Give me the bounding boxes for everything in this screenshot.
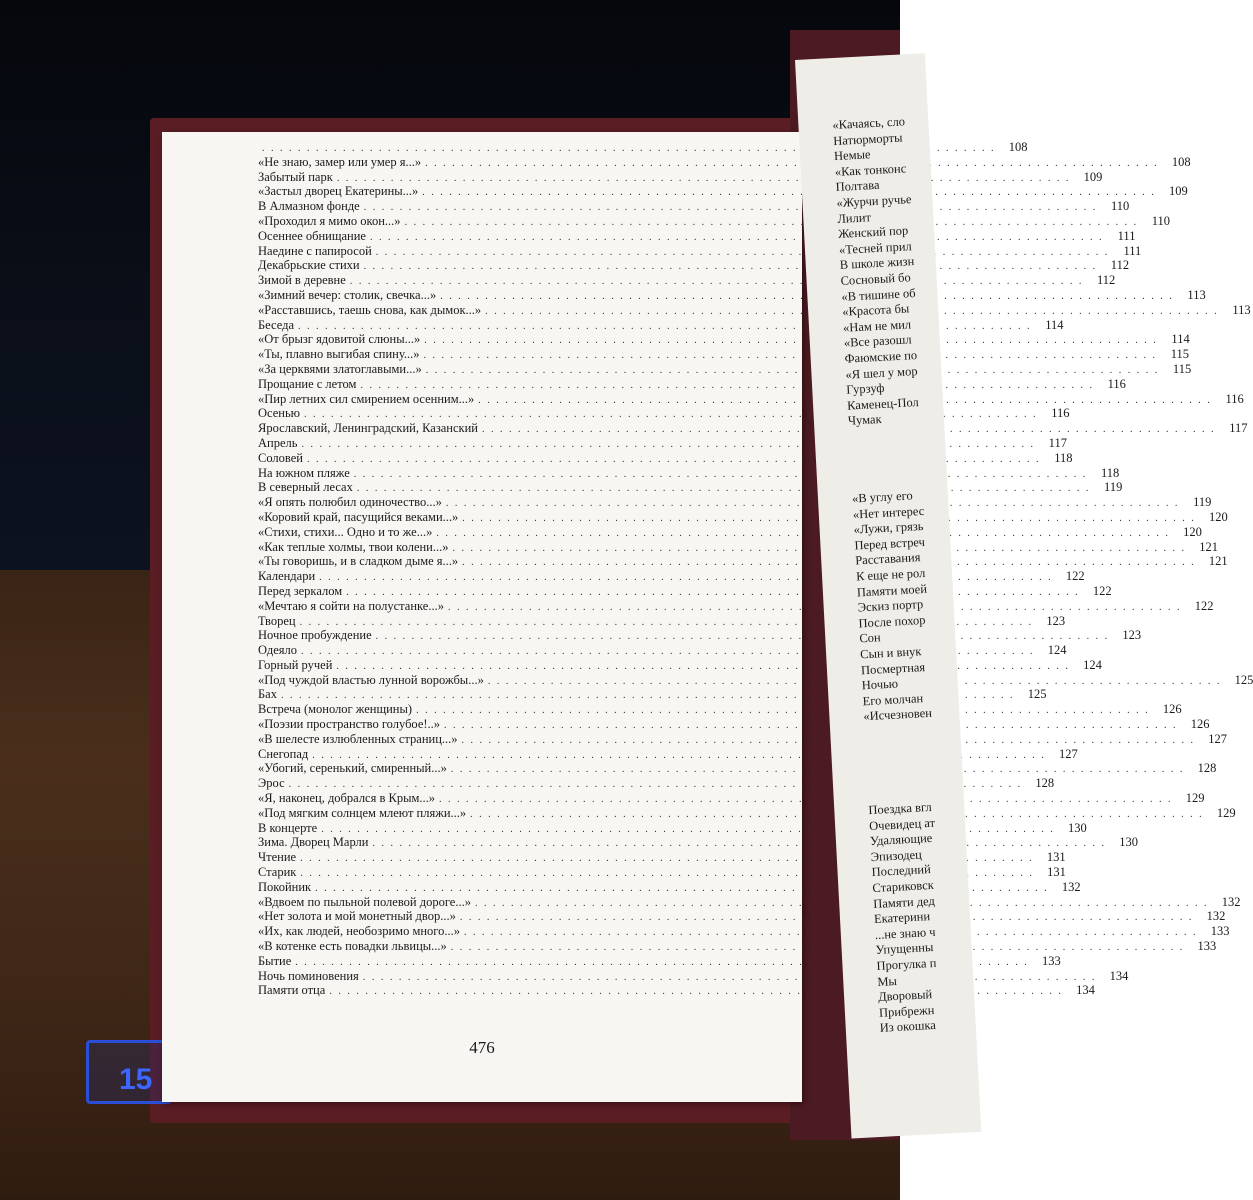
toc-entry-title: Декабрьские стихи <box>258 258 360 273</box>
toc-entry-page: 122 <box>1065 569 1085 584</box>
right-toc-entry: «В тишине об <box>841 285 916 304</box>
toc-leader-dots <box>436 528 1170 539</box>
toc-entry-page: 132 <box>1221 894 1241 909</box>
toc-entry-page: 108 <box>1171 154 1191 169</box>
toc-leader-dots <box>460 912 1194 923</box>
toc-entry-page: 118 <box>1054 450 1073 465</box>
toc-entry-page: 130 <box>1119 835 1138 850</box>
toc-entry <box>258 717 1210 732</box>
toc-entry-title: Одеяло <box>258 643 298 658</box>
toc-entry-page: 132 <box>1061 879 1081 894</box>
right-toc-entry: К еще не рол <box>855 565 926 584</box>
toc-entry-title: «Как теплые холмы, твои колени...» <box>258 539 449 554</box>
toc-entry-page: 116 <box>1107 376 1126 391</box>
toc-entry-page: 111 <box>1117 228 1136 243</box>
toc-entry-title: Апрель <box>258 435 298 450</box>
toc-entry-page: 116 <box>1225 391 1244 406</box>
toc-entry <box>258 761 1217 776</box>
right-toc-entry: Перед встреч <box>854 534 926 553</box>
right-toc-entry: Ночью <box>861 676 899 693</box>
toc-entry-title: «Пир летних сил смирением осенним...» <box>258 391 475 406</box>
right-toc-entry: Немые <box>833 147 871 164</box>
toc-entry-title: «Поэзии пространство голубое!..» <box>258 717 441 732</box>
toc-entry-page: 128 <box>1197 761 1217 776</box>
toc-leader-dots <box>337 173 1071 184</box>
toc-entry-title: Календари <box>258 569 316 584</box>
toc-entry-page: 122 <box>1194 598 1214 613</box>
toc-entry-page: 123 <box>1122 628 1142 643</box>
toc-entry-page: 124 <box>1047 643 1067 658</box>
right-toc-entry: Прибрежн <box>878 1002 935 1020</box>
toc-entry-title: «Их, как людей, необозримо много...» <box>258 924 460 939</box>
toc-entry-page: 113 <box>1232 302 1251 317</box>
right-toc-entry: «Я шел у мор <box>845 363 918 382</box>
right-toc-group-2 <box>852 485 984 725</box>
toc-entry-title: «Зимний вечер: столик, свечка...» <box>258 287 437 302</box>
toc-entry-title: Покойник <box>258 879 312 894</box>
right-toc-entry: «Как тонконс <box>834 161 907 179</box>
toc-entry-page: 134 <box>1109 968 1129 983</box>
toc-entry-title: «Стихи, стихи... Одно и то же...» <box>258 524 433 539</box>
toc-leader-dots <box>376 247 1110 258</box>
right-toc-entry: В школе жизн <box>839 254 915 273</box>
toc-leader-dots <box>364 202 1098 213</box>
toc-leader-dots <box>448 602 1182 613</box>
right-toc-entry: Памяти моей <box>856 581 928 600</box>
toc-entry-page: 109 <box>1169 184 1188 199</box>
toc-entry-page: 131 <box>1046 850 1066 865</box>
toc-entry-title: «Ты говоришь, и в сладком дыме я...» <box>258 554 459 569</box>
toc-entry-title: Забытый парк <box>258 169 333 184</box>
toc-entry-title: «Под чуждой властью лунной ворожбы...» <box>258 672 484 687</box>
toc-leader-dots <box>364 261 1098 272</box>
toc-entry-page: 133 <box>1042 953 1061 968</box>
toc-entry <box>258 731 1228 747</box>
toc-entry-title: Ярославский, Ленинградский, Казанский <box>258 421 479 436</box>
toc-entry-page: 115 <box>1170 347 1189 362</box>
toc-entry-page: 121 <box>1208 554 1228 569</box>
toc-entry-title: Чтение <box>258 850 297 865</box>
toc-entry-page: 119 <box>1193 495 1212 510</box>
toc-entry-title: Бах <box>258 687 277 702</box>
toc-entry-title: «Под мягким солнцем млеют пляжи...» <box>258 805 467 820</box>
right-toc-entry: Прогулка п <box>876 955 937 973</box>
toc-entry-title: Осенью <box>258 406 301 421</box>
toc-leader-dots <box>425 158 1159 169</box>
toc-leader-dots <box>464 927 1198 938</box>
toc-entry-title: «Я, наконец, добрался в Крым...» <box>258 791 436 806</box>
right-toc-entry: Очевидец ат <box>868 815 936 833</box>
toc-entry-page: 128 <box>1035 776 1055 791</box>
toc-entry-page: 111 <box>1123 243 1142 258</box>
toc-entry-title: «Я опять полюбил одиночество...» <box>258 495 442 510</box>
price-sticker <box>86 1040 172 1104</box>
toc-entry-page: 110 <box>1110 199 1130 214</box>
toc-leader-dots <box>446 498 1180 509</box>
toc-entry-page: 109 <box>1083 169 1103 184</box>
toc-entry-page: 112 <box>1110 258 1130 273</box>
right-toc-entry: Сын и внук <box>859 644 922 662</box>
toc-leader-dots <box>422 187 1156 198</box>
toc-leader-dots <box>451 942 1185 953</box>
toc-entry-title: «Коровий край, пасущийся веками...» <box>258 509 459 524</box>
toc-entry <box>258 776 1055 791</box>
toc-entry <box>258 140 1028 155</box>
right-toc-entry: «Качаясь, сло <box>832 114 906 133</box>
right-toc-entry: Эпизодец <box>870 847 923 864</box>
toc-leader-dots <box>426 365 1160 376</box>
right-toc-group-3 <box>868 797 1000 1037</box>
toc-entry-page: 114 <box>1171 332 1190 347</box>
toc-entry-title: «В шелесте излюбленных страниц...» <box>258 731 458 746</box>
right-toc-entry: Чумак <box>847 412 882 428</box>
right-toc-entry: Стариковск <box>872 877 935 896</box>
toc-entry-title: Осеннее обнищание <box>258 228 366 243</box>
toc-entry-title: Горный ручей <box>258 657 333 672</box>
toc-entry-page: 120 <box>1209 509 1228 524</box>
toc-entry-title: «Убогий, серенький, смиренный...» <box>258 761 447 776</box>
right-toc-entry: Сосновый бо <box>840 270 912 288</box>
toc-entry-page: 113 <box>1187 287 1206 302</box>
right-toc-entry: Упущенны <box>875 940 934 958</box>
right-toc-entry: «Журчи ручье <box>836 192 912 210</box>
right-toc-entry: «Лужи, грязь <box>853 519 924 537</box>
right-toc-entry: Мы <box>876 973 898 989</box>
toc-entry-title: Снегопад <box>258 746 309 761</box>
toc-entry-title: «Расставшись, таешь снова, как дымок...» <box>258 302 482 317</box>
right-toc-entry: «Исчезновен <box>863 706 933 724</box>
toc-entry-title: Зима. Дворец Марли <box>258 835 369 850</box>
toc-entry-title: На южном пляже <box>258 465 350 480</box>
toc-entry <box>258 791 1205 806</box>
toc-leader-dots <box>444 720 1178 731</box>
right-toc-entry: «Все разошл <box>843 332 912 351</box>
toc-entry-title: «Не знаю, замер или умер я...» <box>258 154 422 169</box>
toc-entry-page: 114 <box>1045 317 1064 332</box>
right-toc-group-1 <box>832 112 968 430</box>
toc-entry-title: Зимой в деревне <box>258 273 346 288</box>
toc-entry-page: 126 <box>1162 702 1182 717</box>
toc-entry-title: «За церквями златоглавыми...» <box>258 361 422 376</box>
right-toc-entry: Посмертная <box>860 659 926 677</box>
toc-entry-title: Бытие <box>258 953 292 968</box>
toc-entry-page: 120 <box>1183 524 1202 539</box>
right-toc-entry: Фаюмские по <box>844 347 918 366</box>
right-toc-entry: Екатерини <box>873 909 931 927</box>
toc-entry-page: 133 <box>1197 939 1217 954</box>
toc-entry-page: 131 <box>1047 865 1066 880</box>
right-toc-entry: Дворовый <box>877 987 933 1005</box>
toc-entry-page: 129 <box>1216 805 1236 820</box>
toc-entry <box>258 465 1120 481</box>
toc-entry-page: 132 <box>1206 909 1226 924</box>
toc-entry-title: Ночь поминовения <box>258 968 359 983</box>
toc-entry-page: 117 <box>1229 421 1248 436</box>
toc-entry-page: 117 <box>1048 435 1067 450</box>
toc-entry-title: «Вдвоем по пыльной полевой дороге...» <box>258 894 471 909</box>
toc-entry <box>258 421 1248 436</box>
toc-entry-title: «Проходил я мимо окон...» <box>258 213 401 228</box>
right-toc-entry: Его молчан <box>862 690 924 709</box>
toc-entry-page: 130 <box>1067 820 1087 835</box>
toc-entry-page: 126 <box>1190 717 1210 732</box>
toc-entry-title: «Нет золота и мой монетный двор...» <box>258 909 456 924</box>
right-toc-entry: Последний <box>871 862 932 880</box>
right-toc-entry: Удаляющие <box>869 831 933 849</box>
right-toc-entry: Женский пор <box>837 223 909 242</box>
toc-entry-title: В концерте <box>258 820 318 835</box>
toc-entry-page: 112 <box>1097 273 1116 288</box>
toc-entry-title: Соловей <box>258 450 303 465</box>
toc-leader-dots <box>370 232 1104 243</box>
toc-leader-dots <box>405 217 1139 228</box>
right-toc-entry: «В углу его <box>851 488 914 506</box>
toc-entry-title: Памяти отца <box>258 983 326 998</box>
toc-entry-page: 125 <box>1027 687 1047 702</box>
toc-entry-page: 118 <box>1101 465 1120 480</box>
toc-leader-dots <box>439 794 1173 805</box>
right-toc-entry: Гурзуф <box>845 380 885 397</box>
toc-leader-dots <box>424 335 1158 346</box>
toc-entry-title: Ночное пробуждение <box>258 628 372 643</box>
toc-entry-title: Прощание с летом <box>258 376 357 391</box>
toc-leader-dots <box>350 276 1084 287</box>
right-toc-entry: Эскиз портр <box>857 597 924 615</box>
toc-entry-page: 127 <box>1208 731 1228 746</box>
toc-leader-dots <box>357 483 1091 494</box>
toc-entry-page: 110 <box>1151 213 1171 228</box>
toc-leader-dots <box>376 631 1110 642</box>
toc-entry-title: Эрос <box>258 776 285 791</box>
toc-entry-page: 123 <box>1046 613 1066 628</box>
toc-entry-title: «Мечтаю я сойти на полустанке...» <box>258 598 444 613</box>
toc-entry-title: Беседа <box>258 317 295 332</box>
toc-entry-page: 108 <box>1008 140 1028 154</box>
toc-entry-page: 124 <box>1083 657 1102 672</box>
right-toc-entry: После похор <box>858 612 926 631</box>
toc-entry-title: Встреча (монолог женщины) <box>258 702 413 717</box>
right-toc-entry: «Нет интерес <box>852 503 925 522</box>
toc-entry-title: Наедине с папиросой <box>258 243 372 258</box>
toc-leader-dots <box>372 838 1106 849</box>
toc-entry-title: «Ты, плавно выгибая спину...» <box>258 347 420 362</box>
toc-entry-page: 127 <box>1059 746 1078 761</box>
toc-leader-dots <box>354 469 1088 480</box>
toc-entry-title: «Застыл дворец Екатерины...» <box>258 184 419 199</box>
toc-entry-page: 134 <box>1076 983 1095 998</box>
toc-entry-title: В северный лесах <box>258 480 353 495</box>
right-toc-entry: Лилит <box>836 209 872 226</box>
toc-entry-page: 121 <box>1199 539 1218 554</box>
right-toc-entry: «Нам не мил <box>842 317 912 335</box>
toc-entry-title: Творец <box>258 613 296 628</box>
toc-entry-title: «От брызг ядовитой слюны...» <box>258 332 421 347</box>
right-toc-entry: Полтава <box>835 178 880 195</box>
toc-entry-title: «В котенке есть повадки львицы...» <box>258 939 447 954</box>
sticker-number: 15 <box>119 1063 153 1096</box>
toc-entry <box>258 450 1073 466</box>
right-toc-entry: ...не знаю ч <box>874 924 936 942</box>
toc-entry <box>258 746 1078 762</box>
toc-entry <box>258 480 1123 495</box>
toc-leader-dots <box>416 705 1150 716</box>
toc-entry-title: В Алмазном фонде <box>258 199 360 214</box>
toc-leader-dots <box>451 764 1185 775</box>
toc-entry-title: Старик <box>258 865 297 880</box>
toc-entry-page: 129 <box>1185 791 1205 806</box>
toc-leader-dots <box>462 735 1196 746</box>
right-toc-entry: Расставания <box>854 550 921 568</box>
toc-entry-page: 115 <box>1172 361 1192 376</box>
right-toc-entry: Сон <box>859 630 881 646</box>
right-toc-entry: «Красота бы <box>841 301 910 319</box>
right-toc-entry: Памяти дед <box>872 893 936 911</box>
right-toc-entry: Натюрморты <box>832 130 903 148</box>
toc-entry-page: 125 <box>1234 672 1253 687</box>
page-number: 476 <box>469 1038 495 1057</box>
toc-leader-dots <box>453 543 1187 554</box>
toc-entry-page: 122 <box>1092 583 1112 598</box>
right-toc-entry: Из окошка <box>879 1018 937 1036</box>
toc-entry-page: 133 <box>1210 924 1230 939</box>
right-toc-entry: Поездка вгл <box>867 799 933 818</box>
toc-entry-page: 119 <box>1104 480 1123 495</box>
toc-entry-page: 116 <box>1051 406 1070 421</box>
right-toc-entry: Каменец-Пол <box>846 394 920 413</box>
toc-entry-title: Перед зеркалом <box>258 583 343 598</box>
toc-leader-dots <box>360 380 1094 391</box>
right-toc-entry: «Тесней прил <box>838 238 913 257</box>
toc-entry <box>258 435 1067 451</box>
toc-leader-dots <box>424 350 1158 361</box>
